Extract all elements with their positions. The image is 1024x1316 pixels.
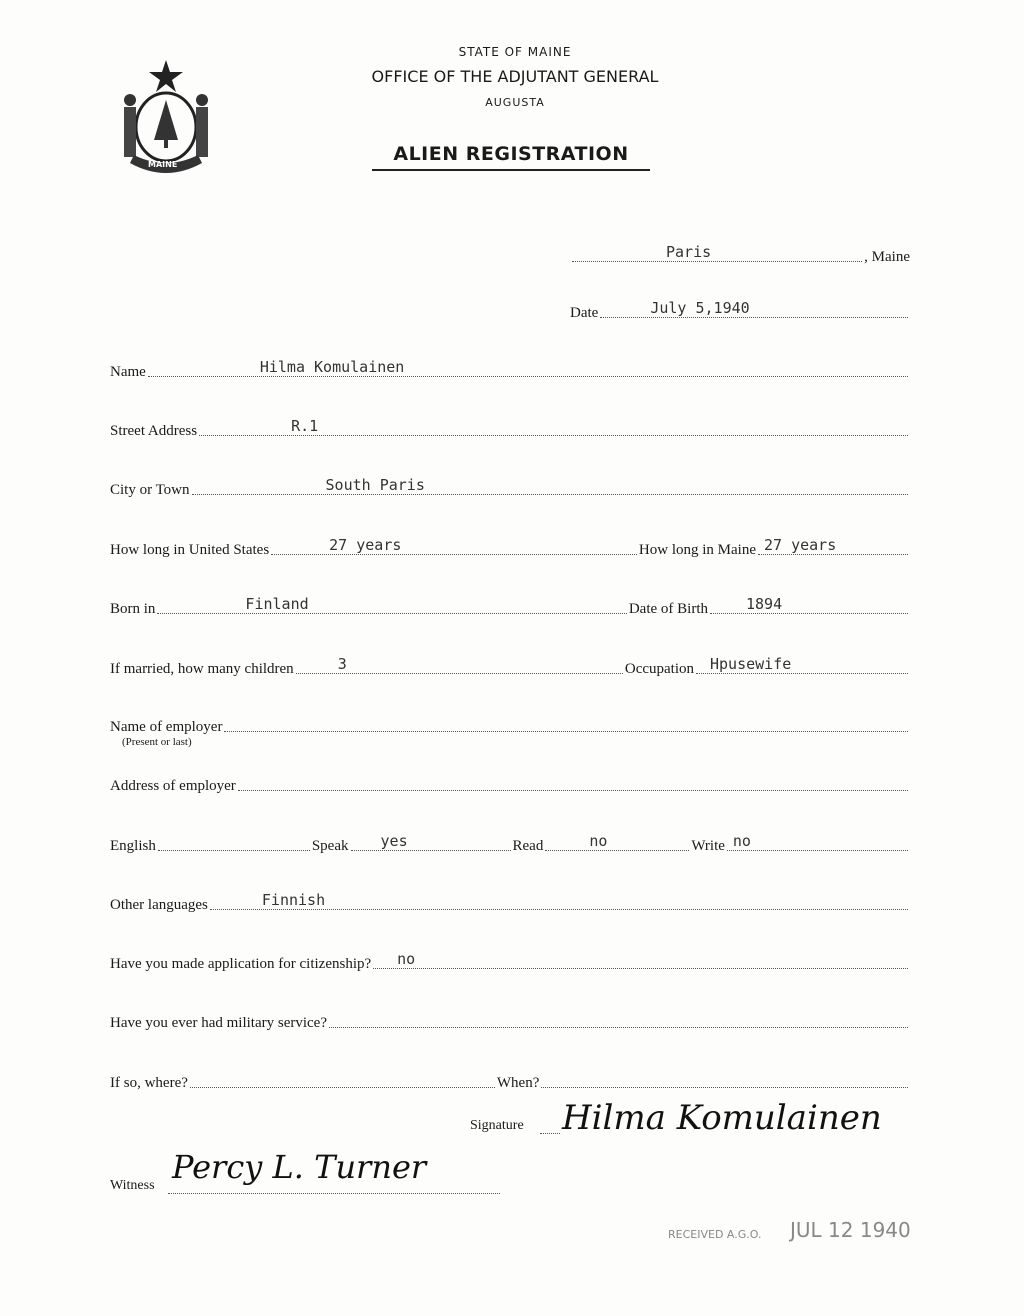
born-label: Born in [110, 601, 156, 617]
dob-label: Date of Birth [628, 601, 708, 617]
date-value: July 5,1940 [650, 299, 750, 317]
occupation-label: Occupation [624, 661, 694, 677]
write-value: no [732, 832, 751, 850]
header-state: STATE OF MAINE [458, 45, 572, 59]
military-field [110, 1006, 910, 1032]
employer-label: Name of employer [110, 719, 223, 735]
received-stamp-date: JUL 12 1940 [790, 1218, 911, 1242]
maine-time-label: How long in Maine [638, 542, 756, 558]
witness-dots [168, 1193, 500, 1194]
maine-time-value: 27 years [764, 536, 837, 554]
place-field [570, 240, 910, 266]
birth-field [110, 592, 910, 618]
write-label: Write [691, 838, 725, 854]
citizenship-label: Have you made application for citizenship? [110, 956, 372, 972]
street-label: Street Address [110, 423, 198, 439]
name-value: Hilma Komulainen [259, 358, 405, 376]
street-value: R.1 [291, 417, 319, 435]
employer-field [110, 710, 910, 736]
signature-dots [540, 1133, 560, 1134]
children-value: 3 [337, 655, 347, 673]
us-time-label: How long in United States [110, 542, 270, 558]
service-location-field [110, 1066, 910, 1092]
residence-field [110, 533, 910, 559]
signature-value: Hilma Komulainen [562, 1098, 882, 1138]
english-label: English [110, 838, 156, 854]
received-stamp-text: RECEIVED A.G.O. [668, 1228, 762, 1241]
read-label: Read [512, 838, 544, 854]
city-value: South Paris [325, 476, 425, 494]
place-suffix: , Maine [864, 249, 910, 265]
witness-value: Percy L. Turner [172, 1148, 427, 1186]
born-value: Finland [245, 595, 309, 613]
employer-address-field [110, 769, 910, 795]
children-label: If married, how many children [110, 661, 294, 677]
read-value: no [589, 832, 608, 850]
other-languages-value: Finnish [261, 891, 326, 909]
place-value: Paris [666, 243, 712, 261]
occupation-value: Hpusewife [710, 655, 792, 673]
city-field [110, 473, 910, 499]
family-field [110, 652, 910, 678]
witness-label: Witness [110, 1178, 155, 1193]
other-languages-field [110, 888, 910, 914]
citizenship-value: no [397, 950, 416, 968]
city-label: City or Town [110, 482, 190, 498]
where-label: If so, where? [110, 1075, 188, 1091]
date-field [570, 296, 910, 322]
dob-value: 1894 [746, 595, 783, 613]
speak-value: yes [380, 832, 408, 850]
other-languages-label: Other languages [110, 897, 208, 913]
military-label: Have you ever had military service? [110, 1015, 327, 1031]
employer-sub-label: (Present or last) [122, 736, 192, 748]
us-time-value: 27 years [329, 536, 402, 554]
when-label: When? [496, 1075, 540, 1091]
maine-state-seal-icon: MAINE [110, 55, 222, 185]
citizenship-field [110, 947, 910, 973]
name-label: Name [110, 364, 146, 380]
speak-label: Speak [311, 838, 349, 854]
header-office: OFFICE OF THE ADJUTANT GENERAL [371, 67, 659, 86]
header-city: AUGUSTA [485, 96, 545, 109]
signature-label: Signature [470, 1118, 524, 1133]
employer-address-label: Address of employer [110, 778, 236, 794]
form-title: ALIEN REGISTRATION [372, 143, 650, 171]
date-label: Date [570, 305, 599, 321]
street-field [110, 414, 910, 440]
english-field [110, 829, 910, 855]
name-field [110, 355, 910, 381]
